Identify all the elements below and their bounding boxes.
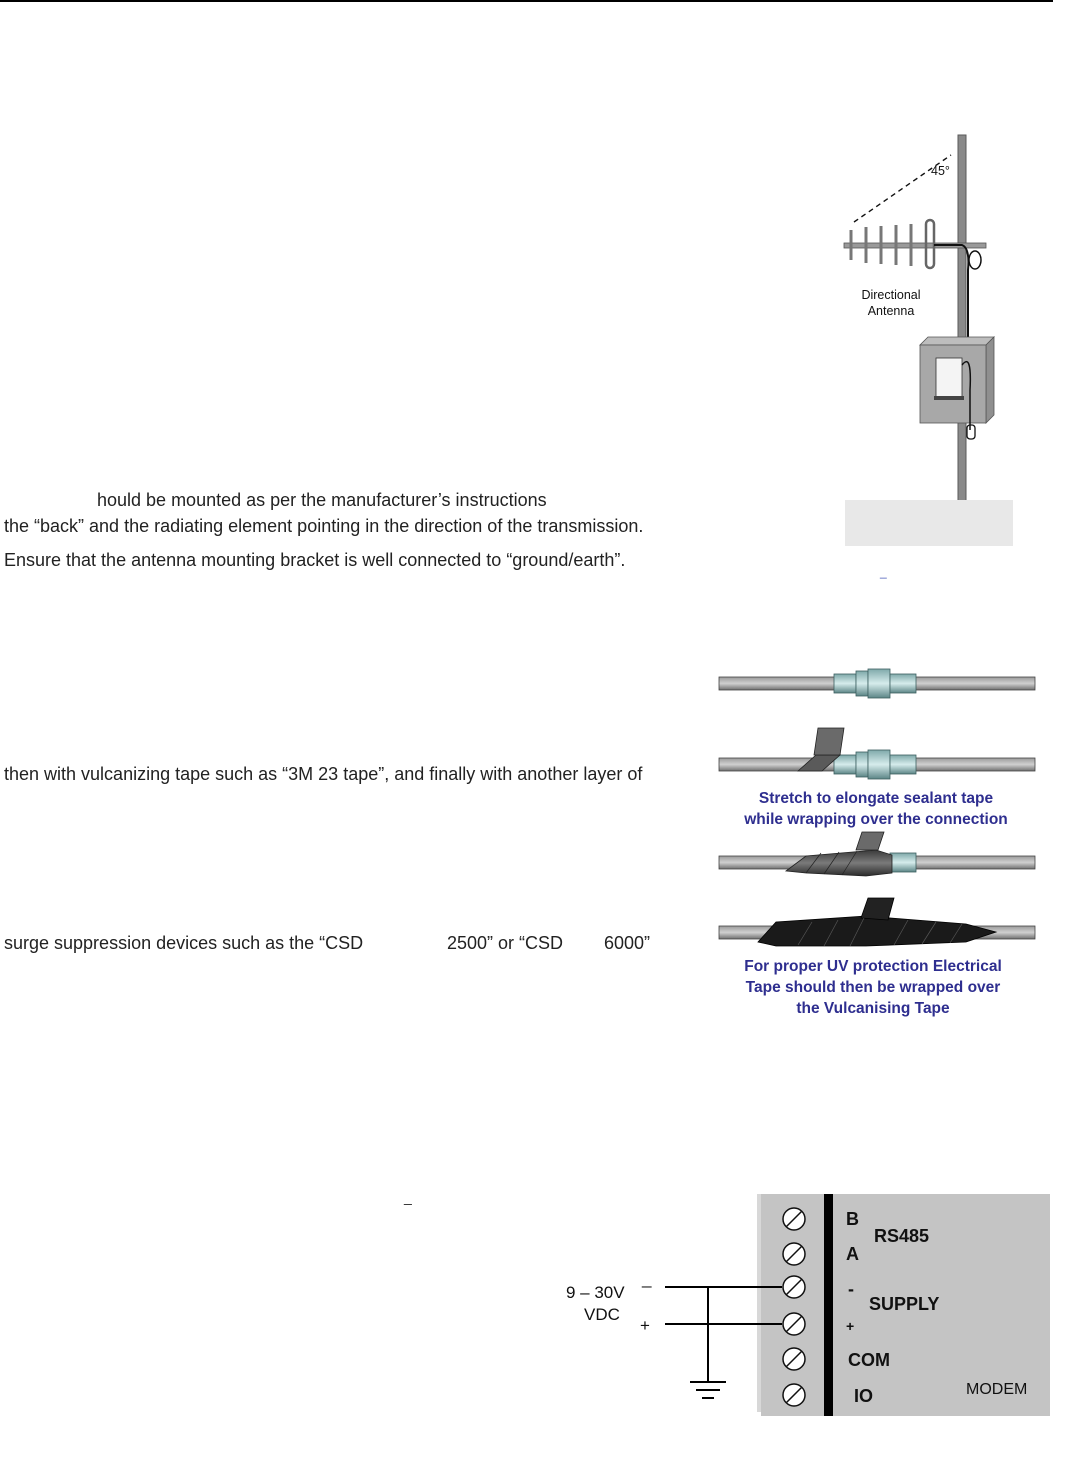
modem-unit [936,358,962,398]
terminal-label-plus: + [846,1318,855,1334]
tape-caption-2-line-3: the Vulcanising Tape [796,1000,950,1017]
tape-caption-2-line-2: Tape should then be wrapped over [745,979,1001,996]
voltage-type: VDC [584,1305,620,1324]
caption-box [845,500,1013,546]
cable-step-1 [719,669,1035,698]
antenna-label-2: Antenna [867,304,915,318]
enclosure-top [920,337,994,345]
terminal-label-com: COM [848,1350,890,1370]
supply-minus-sign: _ [642,1269,652,1288]
wiring-diagram [560,1190,1055,1420]
antenna-figure [836,130,1026,590]
cable-gland [967,425,975,439]
body-line-2: the “back” and the radiating element pointing in the direction of the transmission. [4,516,644,536]
voltage-range: 9 – 30V [566,1283,625,1302]
cable-step-4 [719,898,1035,946]
supply-label: SUPPLY [869,1294,940,1314]
terminal-label-a: A [846,1244,859,1264]
terminal-label-b: B [846,1209,859,1229]
body-line-3: Ensure that the antenna mounting bracket is well connected to “ground/earth”. [4,550,626,570]
modem-base [934,396,964,400]
divider-bar [824,1194,833,1416]
cable-step-3 [719,832,1035,876]
terminal-label-io: IO [854,1386,874,1406]
body-line-4: then with vulcanizing tape such as “3M 23 tape”, and finally with another layer of [4,764,643,784]
enclosure-side [986,337,994,423]
terminal-label-minus: - [848,1279,854,1299]
angle-label: 45° [931,164,950,178]
supply-plus-sign: + [640,1316,650,1335]
body-line-1: hould be mounted as per the manufacturer’s instructions [97,490,547,510]
tape-wrap-figure [716,660,1038,1025]
tape-caption-2-line-1: For proper UV protection Electrical [744,958,1002,975]
body-line-5c: 6000” [604,933,651,953]
cable-loop [969,251,981,269]
body-line-5a: surge suppression devices such as the “CSD [4,933,364,953]
cable-step-2 [719,728,1035,779]
mast-pole [958,135,966,505]
modem-label: MODEM [966,1381,1028,1398]
rs485-label: RS485 [874,1226,930,1246]
tape-caption-1-line-1: Stretch to elongate sealant tape [758,790,994,807]
antenna-label-1: Directional [861,288,921,302]
tape-caption-1-line-2: while wrapping over the connection [744,811,1008,828]
antenna-caption-dash: _ [880,565,887,579]
stray-dash: _ [404,1189,412,1205]
page-top-rule [0,0,1053,2]
body-line-5b: 2500” or “CSD [447,933,564,953]
